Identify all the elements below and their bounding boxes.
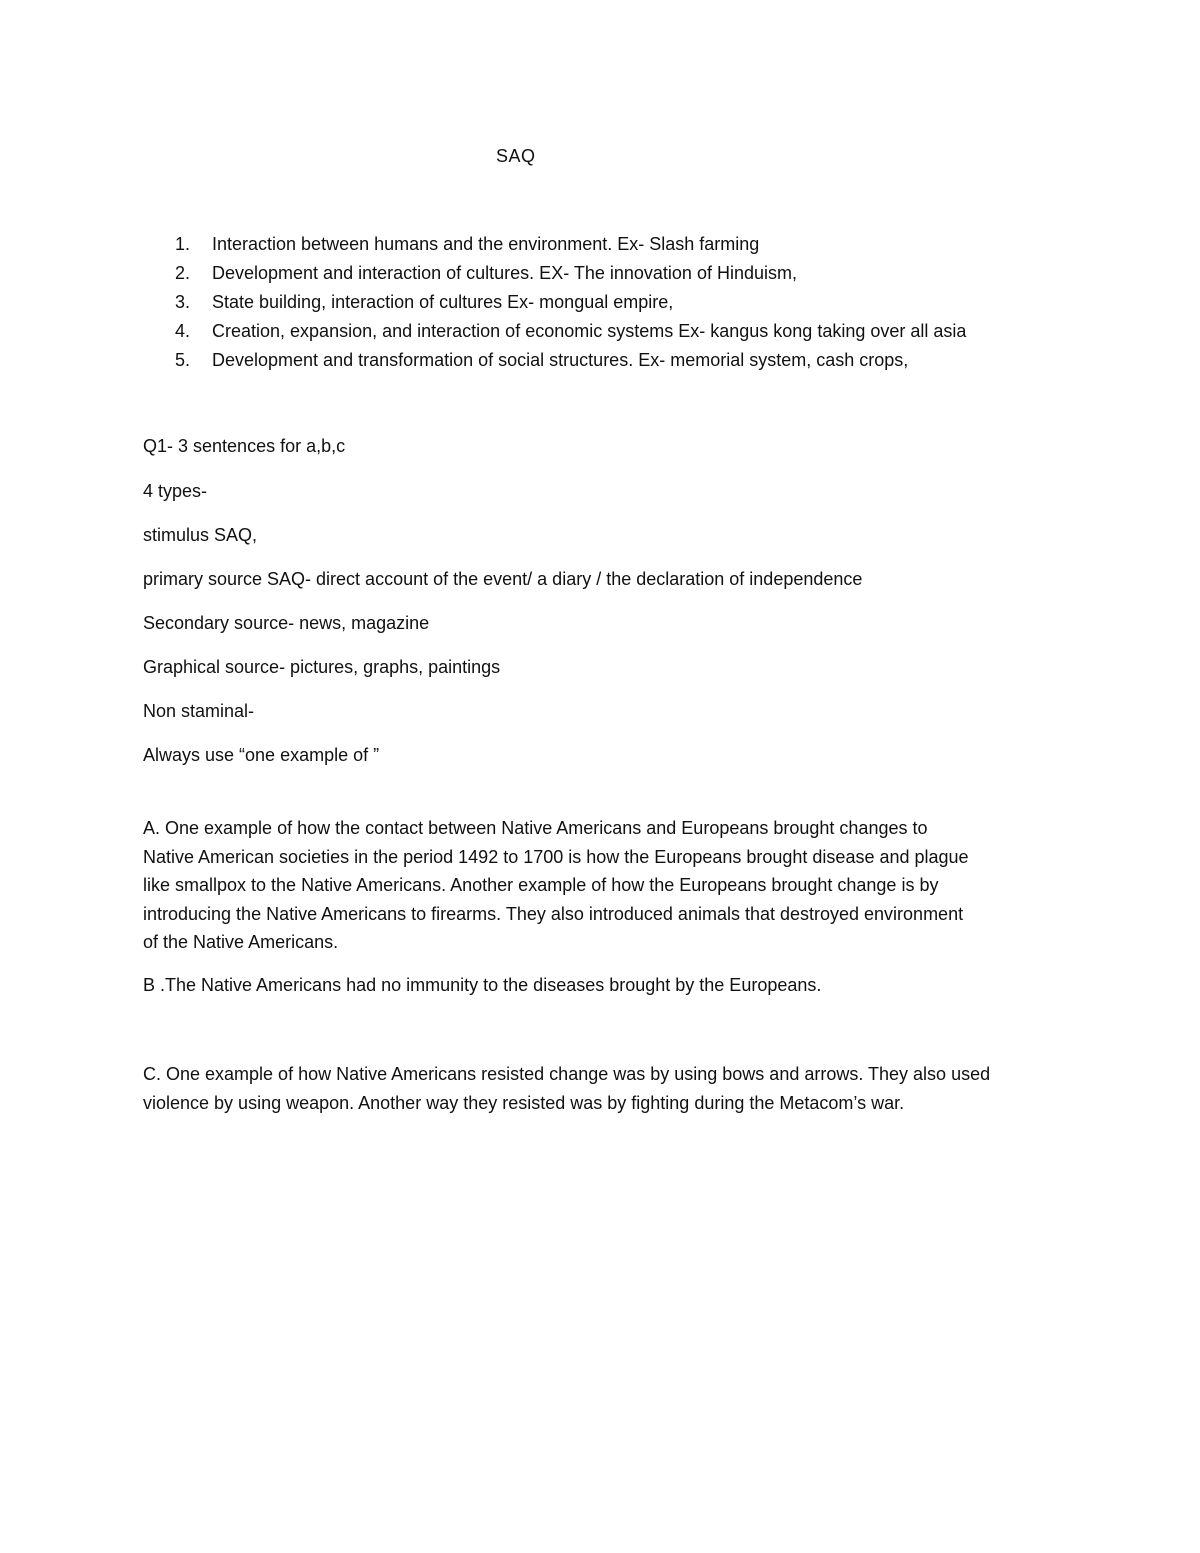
answer-a-line: Native American societies in the period 1492 to 1700 is how the Europeans brought disease and plague [143, 846, 969, 867]
answer-a-line: like smallpox to the Native Americans. Another example of how the Europeans brought change is by [143, 875, 939, 895]
answer-c [143, 1060, 1083, 1117]
note-primary: primary source SAQ- direct account of the event/ a diary / the declaration of independence [143, 569, 863, 589]
note-non-staminal: Non staminal- [143, 701, 255, 721]
list-number: 5. [175, 350, 191, 370]
answer-c-line: C. One example of how Native Americans resisted change was by using bows and arrows. They also used [143, 1064, 991, 1084]
note-types: 4 types- [143, 481, 208, 501]
list-text: Creation, expansion, and interaction of economic systems Ex- kangus kong taking over all asia [212, 321, 967, 341]
note-always: Always use “one example of ” [143, 745, 380, 765]
answer-c-line: violence by using weapon. Another way they resisted was by fighting during the Metacom’s war. [143, 1092, 905, 1113]
list-text: Interaction between humans and the environment. Ex- Slash farming [212, 234, 760, 254]
list-number: 1. [175, 234, 191, 254]
note-secondary: Secondary source- news, magazine [143, 613, 430, 633]
list-text: State building, interaction of cultures Ex- mongual empire, [212, 292, 674, 312]
list-text: Development and transformation of social structures. Ex- memorial system, cash crops, [212, 350, 909, 370]
note-graphical: Graphical source- pictures, graphs, paintings [143, 657, 501, 677]
answer-a-line: introducing the Native Americans to firearms. They also introduced animals that destroyed environment [143, 903, 964, 924]
list-number: 2. [175, 263, 191, 283]
note-stimulus: stimulus SAQ, [143, 525, 258, 545]
note-q1: Q1- 3 sentences for a,b,c [143, 436, 346, 456]
answer-b: B .The Native Americans had no immunity to the diseases brought by the Europeans. [143, 975, 822, 995]
answer-a-line: A. One example of how the contact between Native Americans and Europeans brought changes to [143, 818, 928, 838]
page-title: SAQ [496, 146, 536, 166]
list-number: 4. [175, 321, 191, 341]
answer-a-line: of the Native Americans. [143, 932, 339, 952]
answer-a [143, 814, 1083, 957]
list-number: 3. [175, 292, 191, 312]
list-text: Development and interaction of cultures. EX- The innovation of Hinduism, [212, 263, 797, 283]
